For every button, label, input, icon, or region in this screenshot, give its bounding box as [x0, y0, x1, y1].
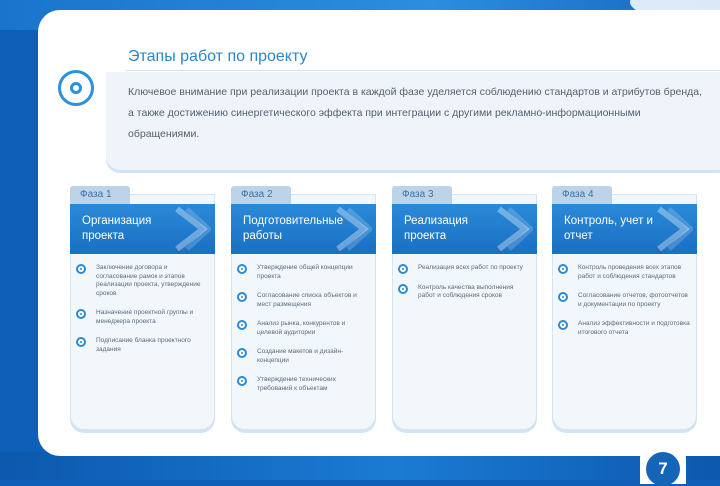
phase-item-list	[237, 264, 371, 404]
bullet-ring-icon	[237, 292, 247, 302]
bullet-ring-icon	[76, 264, 86, 274]
list-item	[76, 337, 210, 354]
phase-header	[392, 204, 537, 254]
bullet-ring-icon	[398, 264, 408, 274]
list-item-text: Анализ рынка, конкурентов и целевой аудитории	[257, 320, 346, 336]
list-item-text: Контроль проведения всех этапов работ и соблюдения стандартов	[578, 264, 682, 280]
phase-header	[70, 204, 215, 254]
phase-header	[231, 204, 376, 254]
chevron-right-icon	[495, 207, 533, 251]
bullet-ring-icon	[237, 348, 247, 358]
bullet-ring-icon	[76, 309, 86, 319]
list-item-text: Анализ эффективности и подготовка итогового отчета	[578, 320, 690, 336]
list-item	[237, 376, 371, 393]
list-item-text: Согласование списка объектов и мест размещения	[257, 292, 357, 308]
list-item-text: Реализация всех работ по проекту	[418, 264, 523, 271]
list-item-text: Создание макетов и дизайн-концепции	[257, 348, 344, 364]
logo-ring-icon	[58, 70, 94, 106]
phase-card-3	[392, 186, 537, 430]
bullet-ring-icon	[398, 284, 408, 294]
list-item	[398, 284, 532, 301]
list-item	[558, 264, 692, 281]
page-number-tab	[640, 448, 686, 484]
intro-panel	[106, 72, 720, 170]
phase-title: Контроль, учет и отчет	[564, 215, 653, 242]
phase-header	[552, 204, 697, 254]
intro-text: Ключевое внимание при реализации проекта в каждой фазе уделяется соблюдению стандартов и атрибутов бренда, а также достижению синергетического эффекта при интеграции с другими рекламно-информационными обращениями.	[128, 86, 703, 140]
list-item	[237, 348, 371, 365]
phase-tab: Фаза 1	[70, 186, 130, 204]
list-item	[76, 309, 210, 326]
chevron-right-icon	[655, 207, 693, 251]
list-item	[237, 264, 371, 281]
phase-card-4	[552, 186, 697, 430]
phase-tab: Фаза 2	[231, 186, 291, 204]
bullet-ring-icon	[558, 292, 568, 302]
list-item	[558, 320, 692, 337]
phase-card-1	[70, 186, 215, 430]
list-item	[558, 292, 692, 309]
list-item	[76, 264, 210, 298]
bullet-ring-icon	[237, 264, 247, 274]
phase-item-list	[558, 264, 692, 348]
bullet-ring-icon	[76, 337, 86, 347]
list-item	[237, 292, 371, 309]
phase-tab: Фаза 3	[392, 186, 452, 204]
bullet-ring-icon	[237, 376, 247, 386]
list-item-text: Утверждение технических требований к объектам	[257, 376, 336, 392]
list-item-text: Утверждение общей концепции проекта	[257, 264, 353, 280]
footer-band	[0, 452, 720, 480]
phase-card-2	[231, 186, 376, 430]
list-item-text: Согласование отчетов, фотоотчетов и документации по проекту	[578, 292, 688, 308]
list-item-text: Контроль качества выполнения работ и соблюдения сроков	[418, 283, 514, 299]
title-divider	[126, 70, 720, 71]
page-title: Этапы работ по проекту	[128, 48, 308, 65]
phase-title: Подготовительные работы	[243, 215, 344, 242]
bullet-ring-icon	[558, 320, 568, 330]
list-item	[237, 320, 371, 337]
phase-item-list	[76, 264, 210, 365]
bullet-ring-icon	[558, 264, 568, 274]
list-item-text: Подписание бланка проектного задания	[96, 337, 191, 353]
list-item	[398, 264, 532, 273]
list-item-text: Назначение проектной группы и менеджера проекта	[96, 309, 194, 325]
list-item-text: Заключение договора и согласование рамок и этапов реализации проекта, утверждение сроков	[96, 264, 201, 297]
chevron-right-icon	[334, 207, 372, 251]
phase-title: Организация проекта	[82, 215, 152, 242]
phase-item-list	[398, 264, 532, 312]
chevron-right-icon	[173, 207, 211, 251]
phase-tab: Фаза 4	[552, 186, 612, 204]
phase-title: Реализация проекта	[404, 215, 468, 242]
bullet-ring-icon	[237, 320, 247, 330]
page-number: 7	[646, 452, 680, 486]
